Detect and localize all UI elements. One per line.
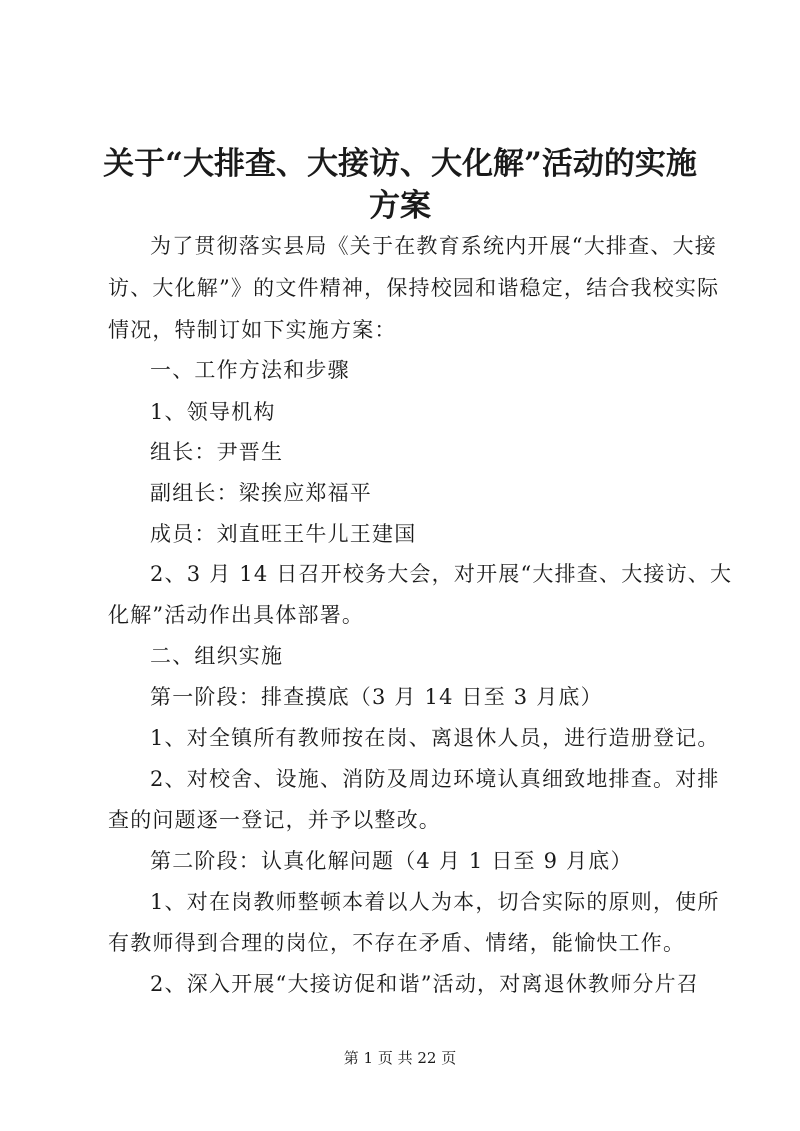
paragraph-line: 第一阶段：排查摸底（3 月 14 日至 3 月底） — [150, 685, 603, 709]
document-title-line-2: 方案 — [369, 188, 431, 224]
paragraph-line: 第二阶段：认真化解问题（4 月 1 日至 9 月底） — [150, 849, 633, 873]
subsection-heading: 1、领导机构 — [150, 400, 276, 424]
paragraph-line: 查的问题逐一登记，并予以整改。 — [108, 808, 441, 832]
paragraph-line: 为了贯彻落实县局《关于在教育系统内开展“大排查、大接 — [150, 234, 717, 258]
paragraph-line: 2、3 月 14 日召开校务大会，对开展“大排查、大接访、大 — [150, 562, 733, 586]
paragraph-line: 化解”活动作出具体部署。 — [108, 603, 365, 627]
paragraph-line: 2、深入开展“大接访促和谐”活动，对离退休教师分片召 — [150, 972, 700, 996]
paragraph-line: 有教师得到合理的岗位，不存在矛盾、情绪，能愉快工作。 — [108, 931, 686, 955]
section-heading: 二、组织实施 — [150, 644, 284, 668]
section-heading: 一、工作方法和步骤 — [150, 358, 350, 382]
paragraph-line: 访、大化解”》的文件精神，保持校园和谐稳定，结合我校实际 — [108, 276, 720, 300]
paragraph-line: 成员：刘直旺王牛儿王建国 — [150, 522, 417, 546]
paragraph-line: 1、对在岗教师整顿本着以人为本，切合实际的原则，使所 — [150, 890, 720, 914]
paragraph-line: 副组长：梁挨应郑福平 — [150, 481, 372, 505]
paragraph-line: 1、对全镇所有教师按在岗、离退休人员，进行造册登记。 — [150, 726, 720, 750]
paragraph-line: 情况，特制订如下实施方案： — [108, 318, 397, 342]
page-footer: 第 1 页 共 22 页 — [343, 1049, 457, 1067]
paragraph-line: 组长：尹晋生 — [150, 440, 284, 464]
document-title-line-1: 关于“大排查、大接访、大化解”活动的实施 — [103, 146, 697, 182]
paragraph-line: 2、对校舍、设施、消防及周边环境认真细致地排查。对排 — [150, 767, 720, 791]
